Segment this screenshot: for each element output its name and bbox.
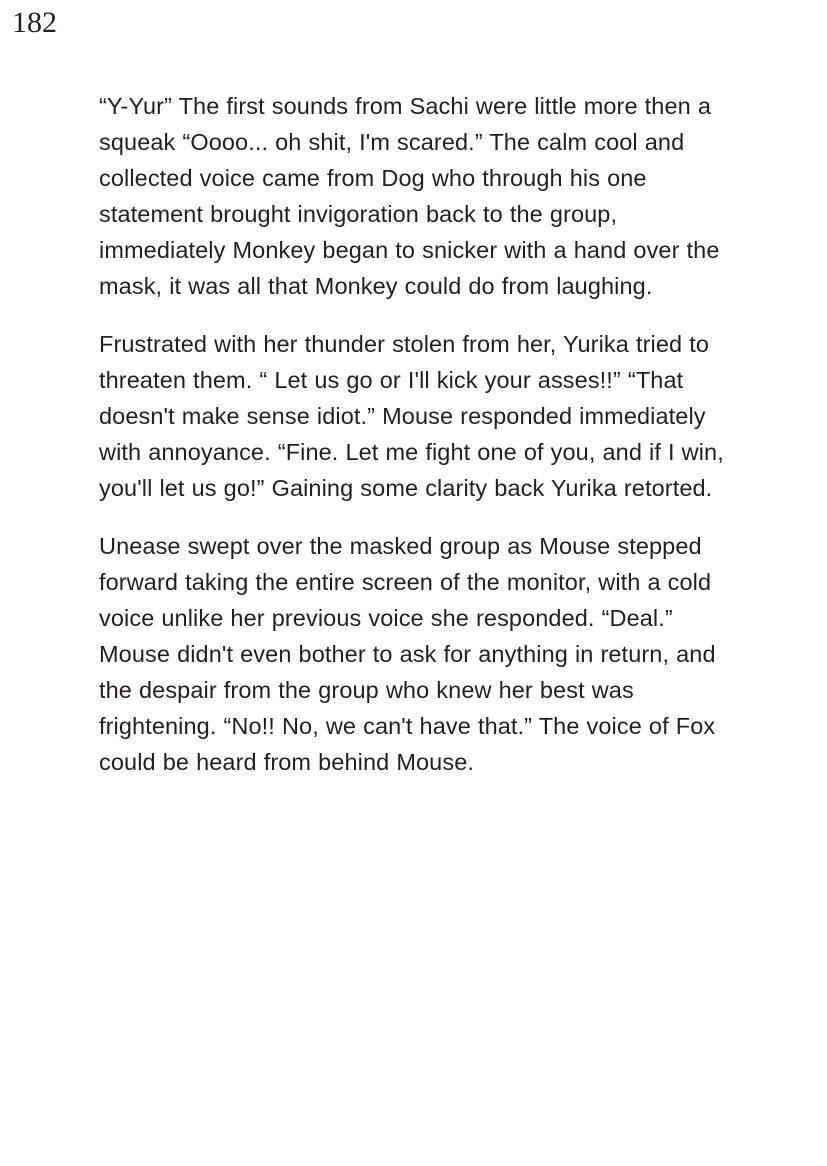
page-number: 182 (12, 6, 57, 39)
paragraph: “Y-Yur” The first sounds from Sachi were little more then a squeak “Oooo... oh shit, I'm scared.” The calm cool and collected voice came from Dog who through his one statement brought invigoration back to the group, immediately Monkey began to snicker with a hand over the mask, it was all that Monkey could do from laughing. (99, 93, 720, 299)
paragraph: Unease swept over the masked group as Mouse stepped forward taking the entire screen of the monitor, with a cold voice unlike her previous voice she responded. “Deal.” Mouse didn't even bother to ask for anything in return, and the despair from the group who knew her best was frightening. “No!! No, we can't have that.” The voice of Fox could be heard from behind Mouse. (99, 533, 716, 775)
page-body-text (99, 88, 729, 780)
paragraph: Frustrated with her thunder stolen from her, Yurika tried to threaten them. “ Let us go or I'll kick your asses!!” “That doesn't make sense idiot.” Mouse responded immediately with annoyance. “Fine. Let me fight one of you, and if I win, you'll let us go!” Gaining some clarity back Yurika retorted. (99, 331, 724, 501)
